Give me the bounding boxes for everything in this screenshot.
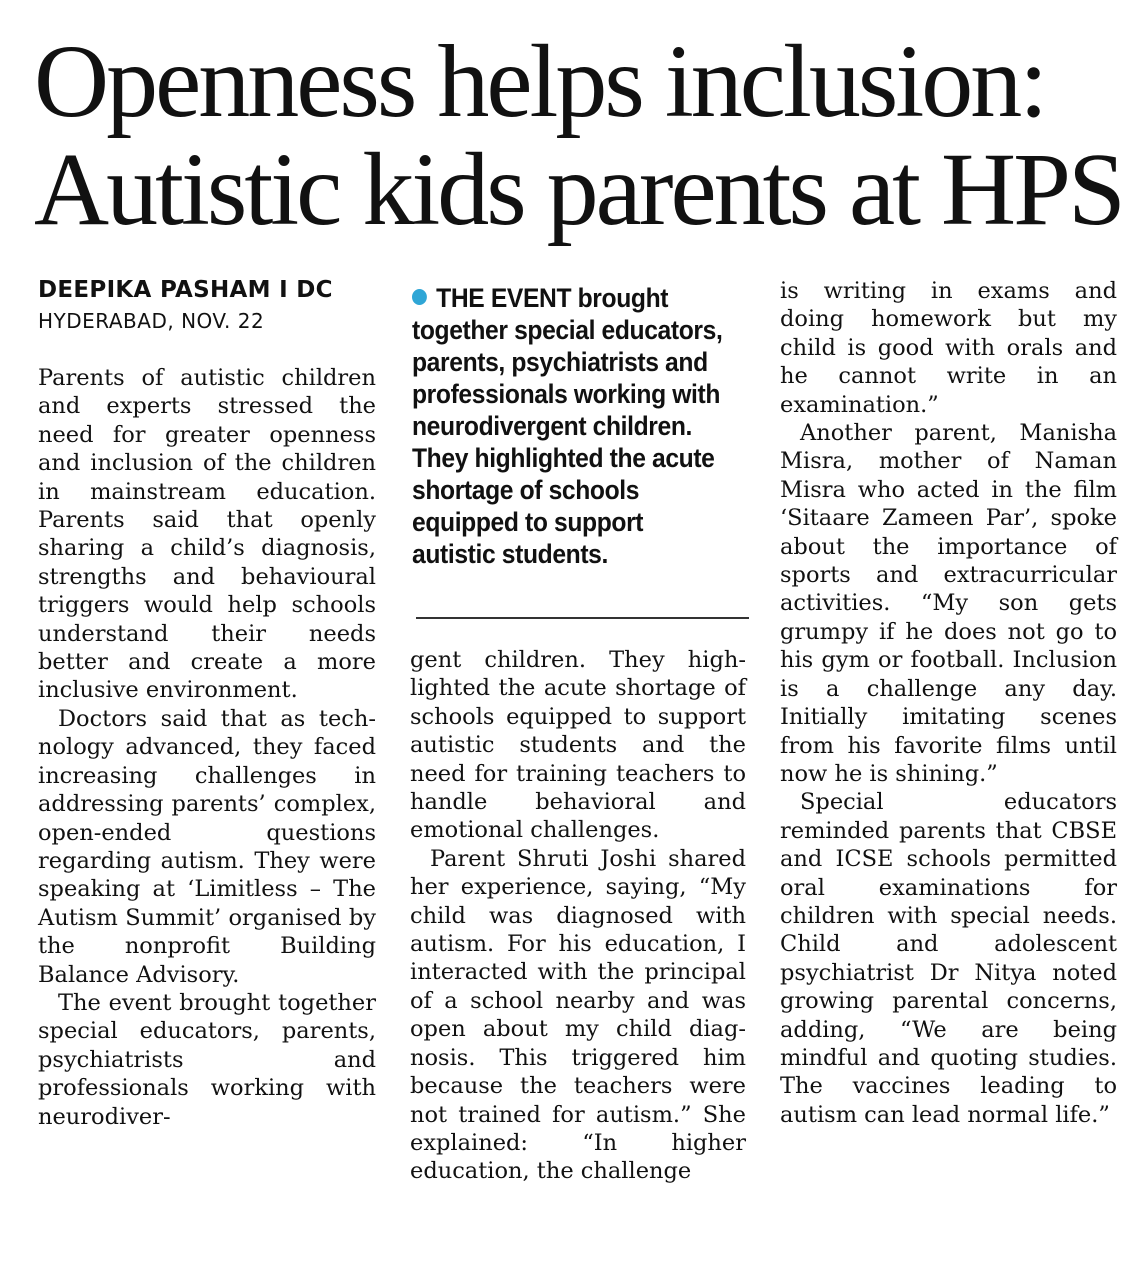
headline bbox=[34, 24, 1124, 247]
pull-quote-text: brought together special educators, parents, psychiatrists and professionals working with neurodivergent children. They highlighted the acute shortage of schools equipped to support autistic students. bbox=[412, 283, 723, 569]
paragraph-manisha-misra: Another parent, Manisha Misra, mother of Naman Misra who acted in the film ‘Sitaare Zameen Par’, spoke about the importance of sports and extracurricular activities. “My son gets grumpy if he does not go to his gym or football. Inclusion is a challenge any day. Initially imitating scenes from his favorite films until now he is shining.” bbox=[780, 420, 1117, 787]
paragraph-event: The event brought together special educators, parents, psychiatrists and professionals working with neurodiver- bbox=[38, 989, 376, 1130]
column-1-body bbox=[38, 364, 376, 1131]
paragraph-intro: Parents of autistic children and experts stressed the need for greater openness and inclusion of the children in mainstream education. Parents said that openly sharing a child’s diagnosis, strengths and behavioural triggers would help schools understand their needs better and create a more inclusive environment. bbox=[38, 365, 376, 704]
column-2-body bbox=[410, 646, 746, 1186]
paragraph-shruti-joshi: Parent Shruti Joshi shared her experience, saying, “My child was diagnosed with autism. For his education, I interacted with the principal of a school nearby and was open about my child diagnosis. This triggered him because the teachers were not trained for autism.” She explained: “In higher education, the challenge bbox=[410, 845, 746, 1185]
paragraph-exams: is writing in exams and doing homework but my child is good with orals and he cannot write in an examination.” bbox=[780, 278, 1117, 418]
byline: DEEPIKA PASHAM I DC bbox=[38, 277, 333, 303]
column-3-body bbox=[780, 277, 1117, 1129]
pull-quote-divider bbox=[416, 617, 749, 619]
dateline: HYDERABAD, NOV. 22 bbox=[38, 309, 265, 333]
pull-quote bbox=[412, 282, 733, 570]
pull-quote-lead: THE EVENT bbox=[436, 283, 572, 313]
bullet-dot-icon bbox=[412, 289, 427, 305]
headline-line-1: Openness helps inclusion: bbox=[34, 24, 1046, 139]
paragraph-special-educators: Special educators reminded parents that CBSE and ICSE schools permitted oral examinations for children with special needs. Child and adolescent psychiatrist Dr Nitya noted growing parental concerns, adding, “We are being mindful and quoting studies. The vaccines leading to autism can lead normal life.” bbox=[780, 789, 1117, 1128]
paragraph-continued: gent children. They highlighted the acute shortage of schools equipped to support autistic students and the need for training teachers to handle behavioral and emotional challenges. bbox=[410, 647, 746, 844]
headline-line-2: Autistic kids parents at HPS bbox=[34, 132, 1123, 247]
paragraph-doctors: Doctors said that as technology advanced, they faced increasing challenges in addressing parents’ complex, open-ended questions regarding autism. They were speaking at ‘Limitless – The Autism Summit’ organised by the nonprofit Building Balance Advisory. bbox=[38, 705, 376, 988]
